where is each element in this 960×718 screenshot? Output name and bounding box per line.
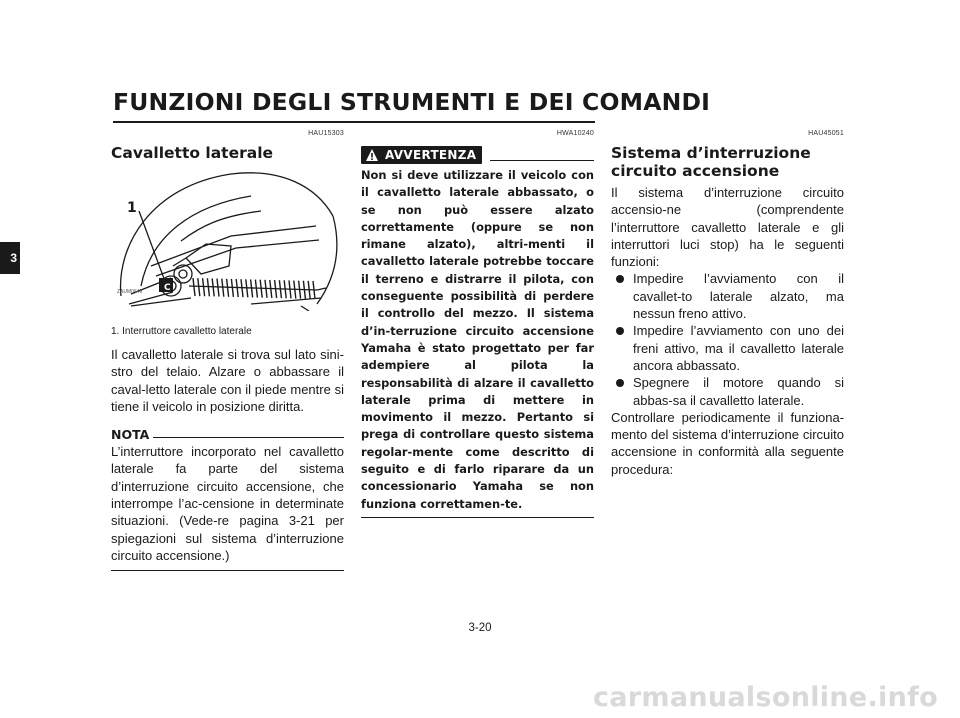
function-list [611,270,844,408]
figure-caption: 1. Interruttore cavalletto laterale [111,326,252,337]
spring-coil [207,278,209,296]
side-stand-illustration [111,166,344,311]
list-item-text: Spegnere il motore quando si abbas-sa il cavalletto laterale. [633,375,844,408]
spring-coil [308,281,310,299]
warning-end-rule [361,517,594,518]
warning-label: AVVERTENZA [385,148,477,162]
section-title: Sistema d’interruzione circuito accensione [611,144,811,180]
figure-code: ZAUM0649 [117,289,143,295]
column-ignition-cutoff [611,130,844,478]
spring-coil [241,279,243,297]
warning-rule [490,160,594,161]
spring-coil [275,280,277,298]
spring-coil [246,279,248,297]
spring-coil [255,280,257,298]
section-code: HAU45051 [808,130,844,137]
list-item [633,270,844,322]
spring-coil [303,281,305,299]
spring-coil [231,279,233,297]
warning-header [361,146,594,164]
spring-coil [299,281,301,299]
spring-coil [270,280,272,298]
list-item [633,374,844,409]
warning-code: HWA10240 [556,130,594,137]
note-text: L’interruttore incorporato nel cavalletto laterale fa parte del sistema d’interruzione circuito accensione, che interrompe l’ac-censione in determinate situazioni. (Vede-re pagina 3-21 per spiegazioni sul sistema d’interruzione circuito accensione.) [111,444,344,563]
bullet-icon [616,327,624,335]
spring-coil [222,279,224,297]
section-title: Cavalletto laterale [111,144,274,162]
column-warning [361,130,594,518]
ignition-outro: Controllare periodicamente il funziona-mento del sistema d’interruzione circuito accensione in conformità alla seguente procedura: [611,409,844,477]
warning-triangle-icon [365,148,379,162]
note-end-rule [111,570,344,571]
ignition-intro: Il sistema d’interruzione circuito accensio-ne (comprendente l’interruttore cavalletto laterale e gli interruttori luci stop) ha le seguenti funzioni: [611,185,844,270]
spring-coil [212,278,214,296]
warning-badge [361,146,482,164]
spring-coil [227,279,229,297]
side-stand-figure [111,166,344,311]
note-rule [153,437,344,438]
list-item-text: Impedire l’avviamento con il cavallet-to laterale alzato, ma nessun freno attivo. [633,271,844,322]
spring-coil [203,278,205,296]
svg-text:C: C [164,283,171,293]
warning-text: Non si deve utilizzare il veicolo con il cavalletto laterale abbassato, o se non può essere alzato correttamente (oppure se non rimane alzato), altri-menti il cavalletto laterale potrebbe toccare il terreno e distrarre il pilota, con conseguente possibilità di perdere il controllo del mezzo. Il sistema d’in-terruzione circuito accensione Yamaha è stato progettato per far adempiere al pilota la responsabilità di alzare il cavalletto laterale prima di mettere in movimento il mezzo. Pertanto si prega di controllare questo sistema regolar-mente come descritto di seguito e di farlo riparare da un concessionario Yamaha se non funziona correttamen-te. [361,168,594,511]
spring-coil [284,280,286,298]
spring-coil [251,279,253,297]
spring-coil [198,278,200,296]
section-code: HAU15303 [308,130,344,137]
spring-coil [294,281,296,299]
figure-callout-1: 1 [127,200,137,216]
spring-coil [279,280,281,298]
spring-coil [236,279,238,297]
spring-coil [265,280,267,298]
spring-coil [260,280,262,298]
note-header [111,425,344,443]
spring-coil [193,278,195,296]
chapter-tab[interactable]: 3 [0,242,20,274]
note-label: NOTA [111,426,150,442]
page-number: 3-20 [468,622,492,634]
column-side-stand [111,130,344,571]
spring-coil [217,279,219,297]
bullet-icon [616,275,624,283]
spring-coil [289,280,291,298]
watermark: carmanualsonline.info [592,682,938,713]
side-stand-body: Il cavalletto laterale si trova sul lato sini-stro del telaio. Alzare o abbassare il caval-letto laterale con il piede mentre si tiene il veicolo in posizione diritta. [111,347,344,414]
page-header-title: FUNZIONI DEGLI STRUMENTI E DEI COMANDI [113,88,711,116]
bullet-icon [616,379,624,387]
list-item [633,322,844,374]
spring-coil [313,281,315,299]
list-item-text: Impedire l’avviamento con uno dei freni attivo, ma il cavalletto laterale ancora abbassato. [633,323,844,373]
header-rule [113,121,595,123]
